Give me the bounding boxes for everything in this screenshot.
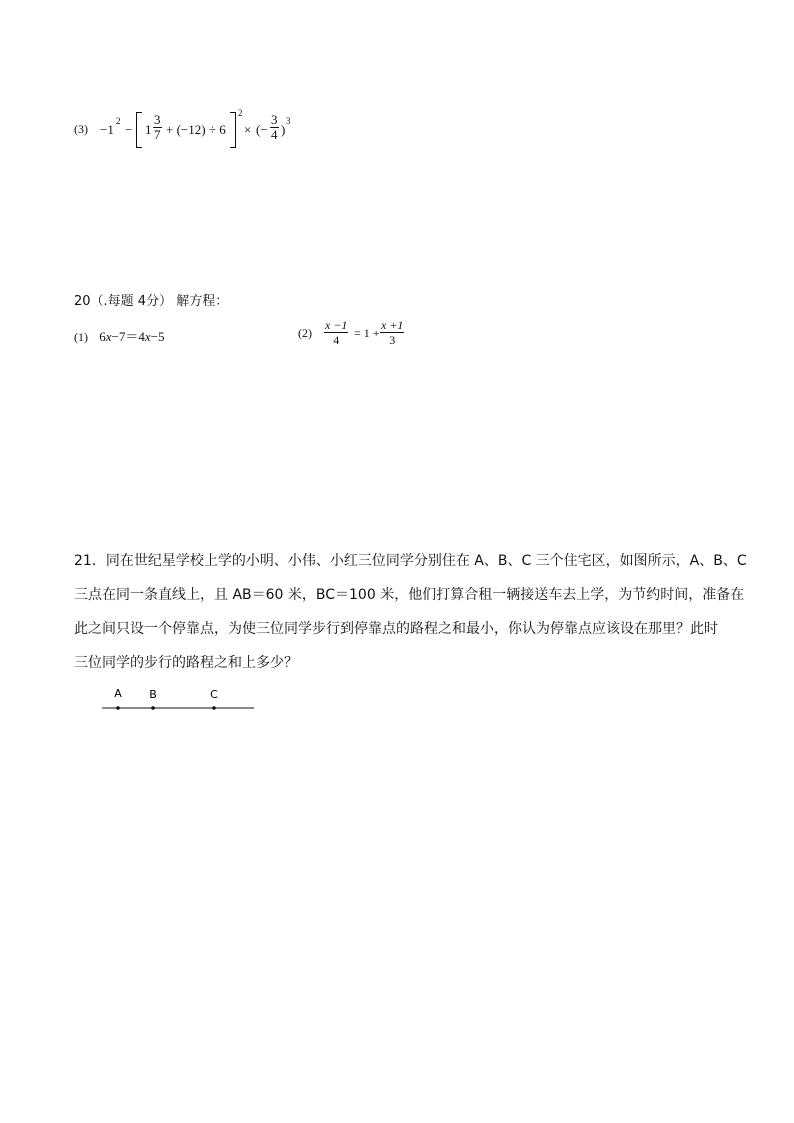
minus-operator: − xyxy=(125,122,133,137)
denominator: 7 xyxy=(154,127,161,142)
fraction xyxy=(270,113,279,142)
eq-end: −5 xyxy=(150,329,165,344)
text-line: 此之间只设一个停靠点，为使三位同学步行到停靠点的路程之和最小，你认为停靠点应该设在那里？此时 xyxy=(74,621,718,637)
lhs-fraction xyxy=(324,318,348,347)
equals-one-plus: = 1 + xyxy=(354,326,380,340)
expression xyxy=(100,108,360,148)
exponent: 2 xyxy=(116,116,121,126)
denominator: 3 xyxy=(389,333,396,347)
line-figure xyxy=(96,684,266,718)
text-line: 21．同在世纪星学校上学的小明、小伟、小红三位同学分别住在 A、B、C 三个住宅区，如图所示，A、B、C xyxy=(74,553,747,569)
middle-terms: + (−12) ÷ 6 xyxy=(166,122,226,137)
point-a xyxy=(116,706,120,710)
mixed-whole: 1 xyxy=(145,122,152,137)
label-a: A xyxy=(114,687,122,700)
text-line: 三位同学的步行的路程之和上多少？ xyxy=(74,655,298,671)
point-c xyxy=(212,706,216,710)
part-label: (3) xyxy=(74,122,88,136)
paren-close: ) xyxy=(281,122,286,137)
numerator: x −1 xyxy=(325,318,348,332)
problem20-part1 xyxy=(74,326,165,345)
times-operator: × xyxy=(244,122,252,137)
numerator: 3 xyxy=(154,112,161,127)
denominator: 4 xyxy=(271,127,278,142)
outer-exponent: 2 xyxy=(238,108,243,118)
part-label: (2) xyxy=(298,326,312,340)
problem21-text xyxy=(74,544,747,680)
numerator: x +1 xyxy=(381,318,404,332)
rhs-fraction xyxy=(380,318,404,347)
part-label: (1) xyxy=(74,330,88,344)
left-bracket xyxy=(136,112,142,148)
paren-open: (− xyxy=(256,122,268,137)
denominator: 4 xyxy=(333,333,340,347)
point-b xyxy=(151,706,155,710)
variable-x: x xyxy=(144,329,151,344)
mixed-fraction xyxy=(153,113,162,142)
eq-coef: 6 xyxy=(99,329,106,344)
final-exponent: 3 xyxy=(286,116,291,126)
numerator: 3 xyxy=(271,112,278,127)
label-b: B xyxy=(149,688,157,701)
right-bracket xyxy=(230,112,236,148)
label-c: C xyxy=(210,688,218,701)
text-line: 三点在同一条直线上，且 AB＝60 米，BC＝100 米，他们打算合租一辆接送车去上学，为节约时间，准备在 xyxy=(74,587,745,603)
variable-x: x xyxy=(105,329,112,344)
problem20-header: 20（.每题 4分） 解方程： xyxy=(74,294,229,309)
eq-middle: −7＝4 xyxy=(111,329,145,344)
minus-one: −1 xyxy=(100,122,114,137)
